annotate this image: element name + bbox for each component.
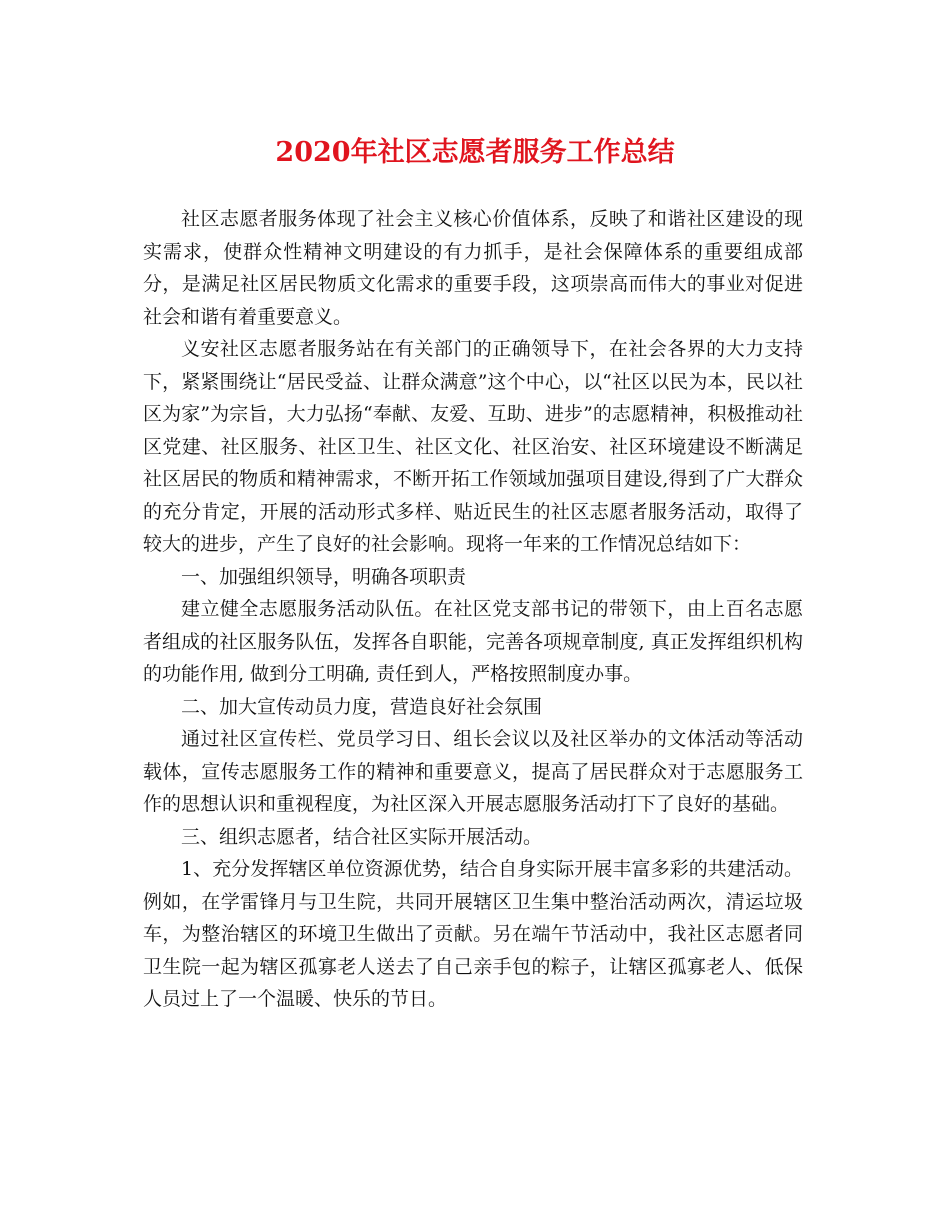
paragraph-section-2: 通过社区宣传栏、党员学习日、组长会议以及社区举办的文体活动等活动载体，宣传志愿服务工作的精神和重要意义，提高了居民群众对于志愿服务工作的思想认识和重视程度，为社区深入开展志愿服务活动打下了良好的基础。 [143,728,803,815]
section-heading-3: 三、组织志愿者，结合社区实际开展活动。 [181,825,543,848]
section-heading-1: 一、加强组织领导，明确各项职责 [181,565,467,588]
paragraph-overview: 义安社区志愿者服务站在有关部门的正确领导下，在社会各界的大力支持下，紧紧围绕让“居民受益、让群众满意”这个中心，以“社区以民为本，民以社区为家”为宗旨，大力弘扬“奉献、友爱、互助、进步”的志愿精神，积极推动社区党建、社区服务、社区卫生、社区文化、社区治安、社区环境建设不断满足社区居民的物质和精神需求，不断开拓工作领域加强项目建设,得到了广大群众的充分肯定，开展的活动形式多样、贴近民生的社区志愿者服务活动，取得了较大的进步，产生了良好的社会影响。现将一年来的工作情况总结如下： [143,338,803,555]
section-heading-2: 二、加大宣传动员力度，营造良好社会氛围 [181,695,543,718]
document-title: 2020年社区志愿者服务工作总结 [275,137,675,168]
paragraph-section-1: 建立健全志愿服务活动队伍。在社区党支部书记的带领下，由上百名志愿者组成的社区服务队伍，发挥各自职能，完善各项规章制度, 真正发挥组织机构的功能作用, 做到分工明确, 责任到人，严格按照制度办事。 [143,598,803,685]
document-body [143,203,803,1016]
paragraph-intro: 社区志愿者服务体现了社会主义核心价值体系，反映了和谐社区建设的现实需求，使群众性精神文明建设的有力抓手，是社会保障体系的重要组成部分，是满足社区居民物质文化需求的重要手段，这项崇高而伟大的事业对促进社会和谐有着重要意义。 [143,208,803,328]
paragraph-section-3-item-1: 1、充分发挥辖区单位资源优势，结合自身实际开展丰富多彩的共建活动。例如，在学雷锋月与卫生院，共同开展辖区卫生集中整治活动两次，清运垃圾车，为整治辖区的环境卫生做出了贡献。另在端午节活动中，我社区志愿者同卫生院一起为辖区孤寡老人送去了自己亲手包的粽子，让辖区孤寡老人、低保人员过上了一个温暖、快乐的节日。 [143,858,803,1010]
